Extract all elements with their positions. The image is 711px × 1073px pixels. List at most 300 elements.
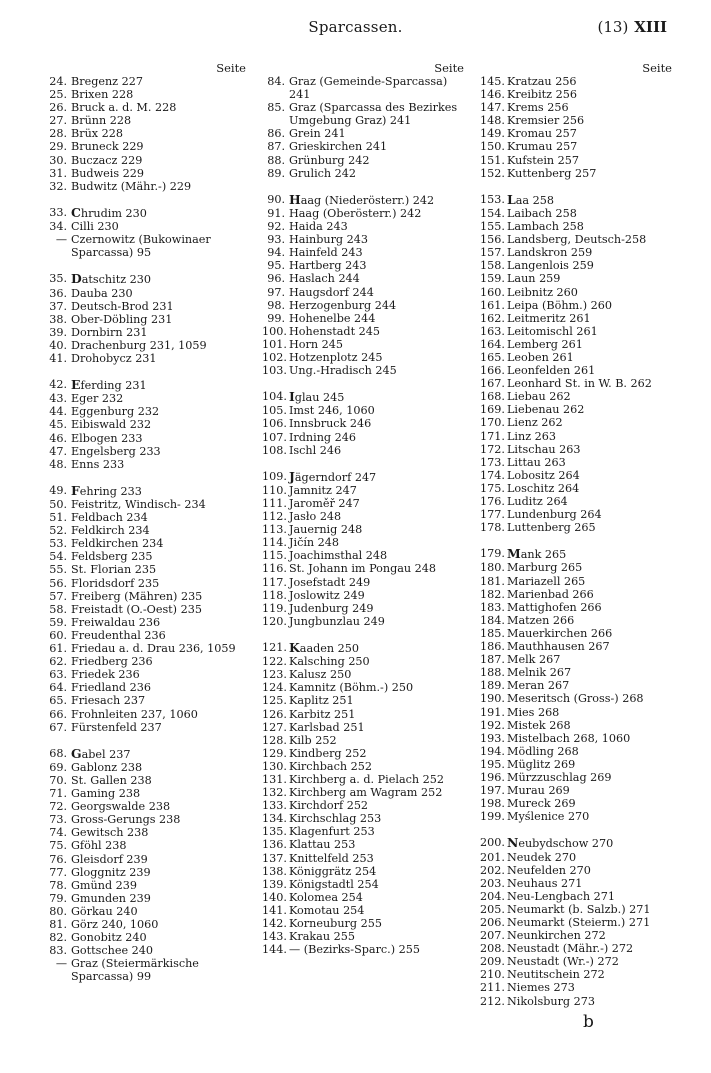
entry-number: 29. [49, 140, 67, 154]
index-entry [262, 259, 472, 272]
entry-number: 212. [480, 994, 505, 1008]
entry-number: 166. [480, 364, 505, 378]
entry-name: Irdning 246 [289, 430, 356, 444]
index-entry [262, 312, 472, 325]
entry-number: 115. [262, 549, 287, 563]
entry-name: Murau 269 [507, 784, 570, 798]
entry-number: 149. [480, 127, 505, 141]
entry-number: 195. [480, 757, 505, 771]
entry-name: Knittelfeld 253 [289, 851, 374, 865]
index-entry [262, 127, 472, 140]
entry-name: Kremsier 256 [507, 114, 585, 128]
index-entry [480, 547, 680, 561]
entry-name: Gross-Gerungs 238 [71, 813, 181, 827]
initial-letter: E [71, 377, 81, 393]
entry-name: St. Florian 235 [71, 563, 157, 577]
index-entry [480, 679, 680, 692]
index-entry [262, 484, 472, 497]
entry-number: 57. [49, 589, 67, 603]
entry-number: 72. [49, 800, 67, 814]
entry-number: 122. [262, 655, 287, 669]
initial-letter: L [507, 191, 516, 207]
entry-list [44, 75, 254, 983]
entry-name: Laibach 258 [507, 206, 577, 220]
index-entry [262, 865, 472, 878]
index-entry [262, 497, 472, 510]
entry-name: Feldkirch 234 [71, 524, 150, 538]
entry-number: 81. [49, 918, 67, 931]
index-entry [44, 957, 254, 983]
entry-name: Gablonz 238 [71, 760, 143, 774]
entry-name: Budweis 229 [71, 166, 145, 180]
entry-number: 80. [49, 904, 67, 918]
entry-number: 175. [480, 481, 505, 495]
entry-name: Leitmeritz 261 [507, 311, 591, 325]
index-entry [480, 758, 680, 771]
entry-name: Friedberg 236 [71, 655, 153, 669]
index-entry [480, 784, 680, 797]
entry-number: 202. [480, 863, 505, 877]
index-entry [44, 445, 254, 458]
entry-number: 123. [262, 668, 287, 682]
entry-name: Joslowitz 249 [289, 588, 365, 602]
entry-name: Laa 258 [507, 191, 554, 207]
index-entry [44, 313, 254, 326]
index-entry [262, 220, 472, 233]
entry-name: Kromau 257 [507, 127, 577, 141]
index-entry [480, 233, 680, 246]
entry-number: 42. [49, 378, 67, 392]
initial-letter: M [507, 546, 521, 562]
entry-name: Jamnitz 247 [289, 483, 357, 497]
index-entry [44, 931, 254, 944]
index-entry [480, 207, 680, 220]
index-entry [480, 692, 680, 705]
index-entry [480, 338, 680, 351]
entry-number: 69. [49, 760, 67, 774]
index-entry [480, 601, 680, 614]
index-entry [44, 88, 254, 101]
entry-name: Lundenburg 264 [507, 508, 602, 522]
entry-number: 54. [49, 550, 67, 564]
entry-name: Neudek 270 [507, 850, 577, 864]
entry-number: 79. [49, 891, 67, 905]
index-entry [480, 903, 680, 916]
index-entry [262, 140, 472, 153]
entry-name: Krakau 255 [289, 930, 355, 944]
index-entry [44, 747, 254, 761]
entry-name: Friesach 237 [71, 694, 146, 708]
entry-name: Kaplitz 251 [289, 694, 354, 708]
index-entry [480, 443, 680, 456]
entry-number: 97. [267, 285, 285, 299]
entry-number: 91. [267, 206, 285, 220]
index-entry [44, 708, 254, 721]
entry-number: 189. [480, 679, 505, 693]
entry-name: Loschitz 264 [507, 481, 580, 495]
entry-number: 87. [267, 140, 285, 154]
index-entry [262, 812, 472, 825]
entry-name: Budwitz (Mähr.-) 229 [71, 179, 192, 193]
entry-name: Ober-Döbling 231 [71, 312, 173, 326]
entry-name: Grulich 242 [289, 166, 357, 180]
entry-name: Melnik 267 [507, 666, 572, 680]
entry-number: 161. [480, 298, 505, 312]
entry-number: 59. [49, 615, 67, 629]
entry-number: 124. [262, 681, 287, 695]
page-header-title: Sparcassen. [308, 18, 403, 36]
entry-number: 191. [480, 705, 505, 719]
entry-name: Mattighofen 266 [507, 600, 602, 614]
entry-name: Klattau 253 [289, 838, 356, 852]
entry-number: 41. [49, 351, 67, 365]
entry-number: 105. [262, 404, 287, 418]
entry-name: Lambach 258 [507, 220, 584, 234]
entry-number: 32. [49, 179, 67, 193]
index-entry [480, 614, 680, 627]
index-entry [480, 575, 680, 588]
entry-name: Brünn 228 [71, 114, 132, 128]
entry-number: 157. [480, 246, 505, 260]
index-entry [480, 981, 680, 994]
entry-name: Kirchschlag 253 [289, 812, 382, 826]
index-entry [44, 233, 254, 259]
entry-number: 61. [49, 642, 67, 656]
entry-name: Mureck 269 [507, 797, 576, 811]
entry-name: Grieskirchen 241 [289, 140, 388, 154]
index-entry [262, 549, 472, 562]
index-entry [480, 955, 680, 968]
index-entry [480, 167, 680, 180]
index-entry [262, 799, 472, 812]
entry-name: Hohenelbe 244 [289, 311, 376, 325]
entry-number: 56. [49, 576, 67, 590]
index-entry [262, 444, 472, 457]
entry-name: Freiwaldau 236 [71, 615, 161, 629]
entry-name: Kratzau 256 [507, 75, 577, 88]
entry-name: Marienbad 266 [507, 587, 594, 601]
index-entry [262, 825, 472, 838]
entry-name: Graz (Sparcassa des Bezirkes Umgebung Graz) 241 [289, 101, 458, 128]
entry-name: Mistek 268 [507, 718, 571, 732]
index-entry [262, 615, 472, 628]
index-entry [480, 75, 680, 88]
entry-number: 37. [49, 299, 67, 313]
entry-name: Meran 267 [507, 679, 570, 693]
entry-name: Cilli 230 [71, 220, 119, 234]
index-entry [262, 641, 472, 655]
entry-number: 88. [267, 153, 285, 167]
entry-name: Friedau a. d. Drau 236, 1059 [71, 642, 236, 656]
entry-number: 53. [49, 537, 67, 551]
index-entry [44, 905, 254, 918]
index-entry [44, 761, 254, 774]
entry-number: 145. [480, 75, 505, 88]
entry-number: 67. [49, 720, 67, 734]
entry-number: 143. [262, 930, 287, 944]
entry-number: 40. [49, 338, 67, 352]
entry-name: Gewitsch 238 [71, 826, 149, 840]
entry-name: Leonfelden 261 [507, 364, 596, 378]
index-entry [44, 378, 254, 392]
entry-name: Landskron 259 [507, 246, 593, 260]
entry-number: 134. [262, 812, 287, 826]
index-entry [262, 351, 472, 364]
index-entry [262, 286, 472, 299]
index-entry [480, 88, 680, 101]
index-entry [480, 719, 680, 732]
entry-name: Feldbach 234 [71, 511, 148, 525]
index-entry [44, 220, 254, 233]
index-entry [44, 326, 254, 339]
index-entry [44, 616, 254, 629]
entry-number: 95. [267, 259, 285, 273]
entry-number: 188. [480, 666, 505, 680]
entry-number: 108. [262, 443, 287, 457]
entry-name: Gaming 238 [71, 787, 141, 801]
entry-number: 146. [480, 88, 505, 102]
entry-number: 109. [262, 469, 287, 483]
entry-number: 164. [480, 337, 505, 351]
index-entry [262, 891, 472, 904]
index-entry [44, 550, 254, 563]
entry-name: Datschitz 230 [71, 271, 152, 287]
entry-name: Bruneck 229 [71, 140, 144, 154]
index-entry [44, 167, 254, 180]
entry-name: Neunkirchen 272 [507, 929, 606, 943]
entry-number: 205. [480, 902, 505, 916]
index-column-2 [262, 62, 472, 956]
entry-number: 100. [262, 324, 287, 338]
entry-number: 70. [49, 773, 67, 787]
entry-number: 65. [49, 694, 67, 708]
entry-name: Feldkirchen 234 [71, 537, 164, 551]
index-entry [262, 943, 472, 956]
index-entry [262, 734, 472, 747]
seite-label: Seite [642, 61, 672, 75]
index-entry [480, 377, 680, 390]
entry-number: 136. [262, 838, 287, 852]
entry-name: Bruck a. d. M. 228 [71, 101, 177, 115]
entry-number: 172. [480, 442, 505, 456]
index-entry [262, 760, 472, 773]
index-entry [262, 930, 472, 943]
entry-number: 93. [267, 233, 285, 247]
entry-name: Lobositz 264 [507, 468, 580, 482]
index-entry [480, 246, 680, 259]
entry-name: Bregenz 227 [71, 75, 143, 88]
index-entry [480, 193, 680, 207]
index-entry [262, 852, 472, 865]
index-entry [262, 510, 472, 523]
index-entry [480, 299, 680, 312]
entry-number: 34. [49, 220, 67, 234]
entry-number: 162. [480, 311, 505, 325]
index-entry [480, 469, 680, 482]
entry-name: Königgrätz 254 [289, 864, 377, 878]
entry-number: 78. [49, 878, 67, 892]
index-entry [44, 563, 254, 576]
entry-name: Ung.-Hradisch 245 [289, 364, 397, 378]
entry-number: 176. [480, 495, 505, 508]
entry-number: 35. [49, 272, 67, 286]
entry-number: 92. [267, 220, 285, 234]
entry-number: 129. [262, 746, 287, 760]
entry-name: Leitomischl 261 [507, 324, 598, 338]
index-entry [44, 668, 254, 681]
index-entry [262, 207, 472, 220]
entry-name: Neustadt (Mähr.-) 272 [507, 942, 634, 956]
entry-name: — (Bezirks-Sparc.) 255 [289, 943, 421, 957]
entry-number: 141. [262, 903, 287, 917]
entry-name: Elbogen 233 [71, 431, 143, 445]
entry-number: 74. [49, 826, 67, 840]
index-entry [480, 390, 680, 403]
entry-name: Leonhard St. in W. B. 262 [507, 377, 652, 391]
entry-name: Gottschee 240 [71, 944, 154, 958]
entry-name: Karbitz 251 [289, 707, 356, 721]
index-entry [262, 536, 472, 549]
entry-name: Linz 263 [507, 429, 557, 443]
entry-name: Liebenau 262 [507, 403, 585, 417]
index-entry [480, 877, 680, 890]
entry-number: 27. [49, 114, 67, 128]
index-entry [44, 458, 254, 471]
entry-name: Mistelbach 268, 1060 [507, 731, 631, 745]
index-entry [44, 629, 254, 642]
entry-name: Grünburg 242 [289, 153, 370, 167]
entry-name: Leoben 261 [507, 350, 574, 364]
entry-number: 203. [480, 876, 505, 890]
entry-number: 128. [262, 733, 287, 747]
entry-number: 82. [49, 931, 67, 945]
entry-name: Mariazell 265 [507, 574, 586, 588]
entry-name: Korneuburg 255 [289, 917, 382, 930]
entry-name: Feldsberg 235 [71, 550, 153, 564]
entry-number: 63. [49, 668, 67, 682]
entry-number: 127. [262, 720, 287, 734]
entry-name: Chrudim 230 [71, 204, 147, 220]
entry-name: Gmunden 239 [71, 891, 151, 905]
entry-name: Haugsdorf 244 [289, 285, 374, 299]
entry-number: 33. [49, 205, 67, 219]
index-entry [480, 508, 680, 521]
entry-number: 50. [49, 498, 67, 511]
entry-number: 62. [49, 655, 67, 669]
index-entry [44, 681, 254, 694]
index-entry [262, 417, 472, 430]
index-entry [44, 655, 254, 668]
entry-number: 119. [262, 601, 287, 615]
index-entry [262, 75, 472, 101]
entry-name: Jaroměř 247 [289, 497, 360, 510]
index-entry [262, 681, 472, 694]
entry-name: Matzen 266 [507, 613, 575, 627]
index-entry [480, 929, 680, 942]
index-entry [480, 995, 680, 1008]
entry-name: Kufstein 257 [507, 153, 580, 167]
entry-number: 140. [262, 890, 287, 904]
entry-number: 179. [480, 547, 505, 561]
entry-number: 158. [480, 259, 505, 273]
index-entry [262, 246, 472, 259]
entry-number: 165. [480, 350, 505, 364]
entry-number: 209. [480, 955, 505, 969]
entry-name: Freiberg (Mähren) 235 [71, 589, 203, 603]
index-entry [44, 866, 254, 879]
index-entry [480, 416, 680, 429]
entry-number: 39. [49, 325, 67, 339]
entry-number: 43. [49, 392, 67, 406]
entry-number: 86. [267, 127, 285, 141]
entry-number: 144. [262, 943, 287, 957]
entry-name: Mauerkirchen 266 [507, 626, 613, 640]
entry-name: St. Johann im Pongau 248 [289, 562, 437, 576]
entry-name: Gabel 237 [71, 745, 131, 761]
entry-number: 58. [49, 602, 67, 616]
initial-letter: C [71, 204, 81, 220]
entry-name: Hotzenplotz 245 [289, 350, 383, 364]
entry-name: Jasło 248 [289, 510, 342, 524]
entry-number: 135. [262, 825, 287, 839]
entry-number: 48. [49, 457, 67, 471]
index-entry [480, 114, 680, 127]
index-entry [480, 666, 680, 679]
index-entry [44, 813, 254, 826]
index-entry [44, 498, 254, 511]
index-entry [480, 864, 680, 877]
entry-number: 142. [262, 917, 287, 930]
index-entry [44, 127, 254, 140]
entry-number: 60. [49, 628, 67, 642]
entry-name: Kirchbach 252 [289, 759, 372, 773]
entry-number: 208. [480, 942, 505, 956]
entry-name: Buczacz 229 [71, 153, 143, 167]
entry-name: Landsberg, Deutsch-258 [507, 233, 647, 247]
entry-name: Brüx 228 [71, 127, 123, 141]
index-entry [44, 839, 254, 852]
index-entry [262, 299, 472, 312]
index-entry [262, 338, 472, 351]
entry-number: 194. [480, 744, 505, 758]
entry-name: Czernowitz (Bukowinaer Sparcassa) 95 [71, 233, 211, 260]
entry-name: Laun 259 [507, 272, 561, 286]
entry-number: 52. [49, 524, 67, 538]
entry-name: Gonobitz 240 [71, 931, 147, 945]
index-entry [480, 968, 680, 981]
entry-name: Ischl 246 [289, 443, 342, 457]
entry-number: 180. [480, 561, 505, 575]
index-entry [44, 339, 254, 352]
index-entry [262, 101, 472, 127]
index-entry [262, 523, 472, 536]
entry-number: 111. [262, 497, 287, 510]
entry-name: Kaaden 250 [289, 640, 360, 656]
seite-label: Seite [216, 61, 246, 75]
index-entry [480, 797, 680, 810]
entry-number: 170. [480, 416, 505, 430]
entry-name: Kirchberg am Wagram 252 [289, 786, 443, 800]
entry-number: 125. [262, 694, 287, 708]
entry-name: Fürstenfeld 237 [71, 720, 162, 734]
entry-number: 94. [267, 246, 285, 260]
entry-name: Leipa (Böhm.) 260 [507, 298, 612, 312]
index-entry [262, 193, 472, 207]
entry-number: 117. [262, 575, 287, 589]
entry-number: 98. [267, 298, 285, 312]
entry-number: 196. [480, 770, 505, 784]
entry-name: Mauthhausen 267 [507, 640, 610, 654]
